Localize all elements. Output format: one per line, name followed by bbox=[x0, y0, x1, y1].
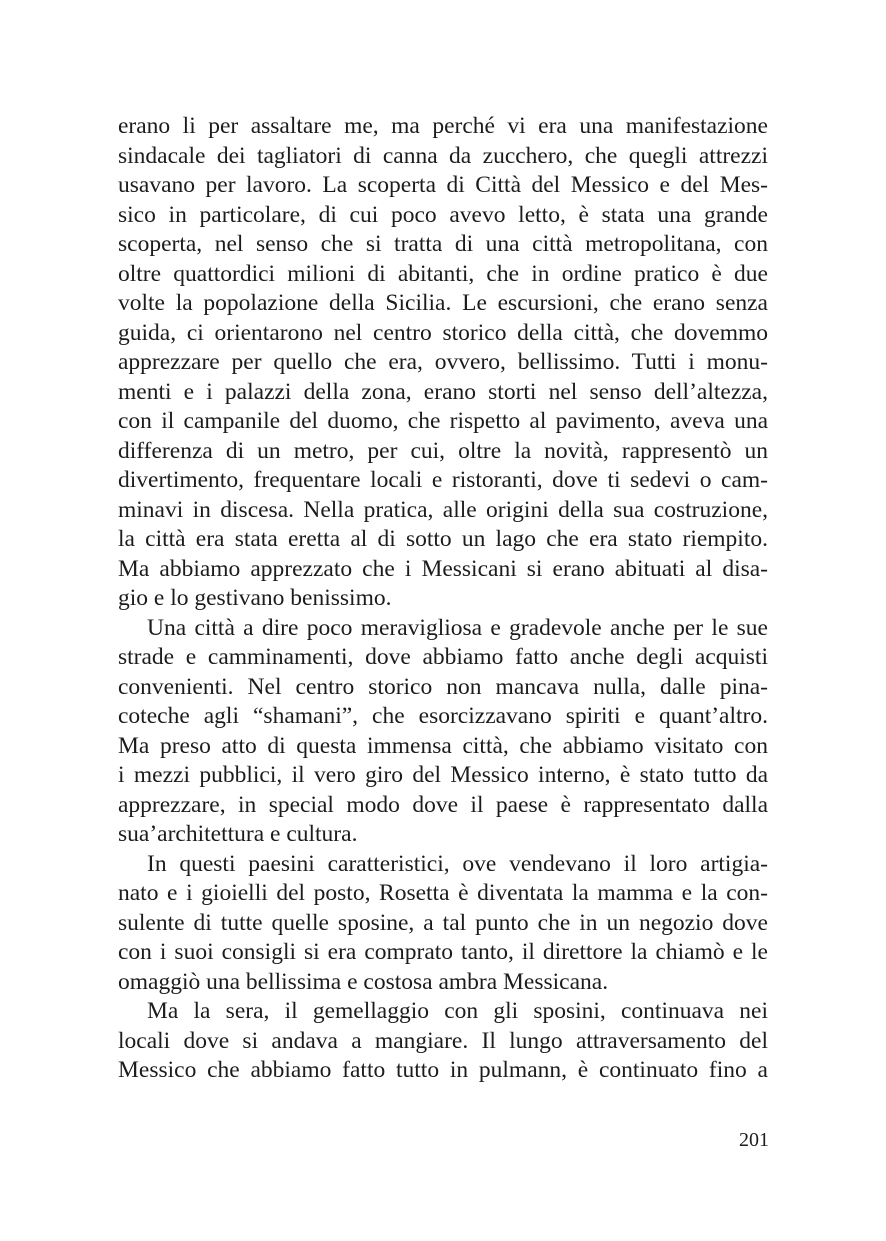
text-line: erano li per assaltare me, ma perché vi era una manifestazione bbox=[118, 113, 768, 139]
text-line: sico in particolare, di cui poco avevo letto, è stata una grande bbox=[118, 201, 768, 228]
text-line: scoperta, nel senso che si tratta di una città metropolitana, con bbox=[118, 231, 768, 257]
text-line: nato e i gioielli del posto, Rosetta è diventata la mamma e la con- bbox=[118, 880, 768, 906]
text-line: omaggiò una bellissima e costosa ambra Messicana. bbox=[118, 968, 609, 995]
text-line: volte la popolazione della Sicilia. Le escursioni, che erano senza bbox=[118, 290, 768, 316]
text-line: locali dove si andava a mangiare. Il lungo attraversamento del bbox=[118, 1027, 768, 1054]
text-line: con il campanile del duomo, che rispetto al pavimento, aveva una bbox=[118, 408, 768, 434]
text-line: menti e i palazzi della zona, erano storti nel senso dell’altezza, bbox=[118, 378, 768, 405]
text-line: i mezzi pubblici, il vero giro del Messico interno, è stato tutto da bbox=[118, 762, 768, 788]
text-line: sulente di tutte quelle sposine, a tal punto che in un negozio dove bbox=[118, 909, 768, 936]
text-line: coteche agli “shamani”, che esorcizzavano spiriti e quant’altro. bbox=[118, 703, 768, 729]
page-body bbox=[118, 112, 768, 1086]
text-line: Ma la sera, il gemellaggio con gli sposini, continuava nei bbox=[147, 998, 768, 1024]
text-line: convenienti. Nel centro storico non mancava nulla, dalle pina- bbox=[118, 673, 768, 700]
text-line: apprezzare, in special modo dove il paese è rappresentato dalla bbox=[118, 791, 768, 818]
text-line: la città era stata eretta al di sotto un lago che era stato riempito. bbox=[118, 526, 768, 552]
paragraph-2 bbox=[118, 614, 768, 850]
text-line: Messico che abbiamo fatto tutto in pulmann, è continuato fino a bbox=[118, 1057, 768, 1083]
text-line: apprezzare per quello che era, ovvero, bellissimo. Tutti i monu- bbox=[118, 349, 768, 375]
paragraph-4 bbox=[118, 997, 768, 1086]
text-line: usavano per lavoro. La scoperta di Città del Messico e del Mes- bbox=[118, 172, 768, 198]
page-number: 201 bbox=[739, 1129, 769, 1151]
paragraph-1 bbox=[118, 112, 768, 614]
text-line: guida, ci orientarono nel centro storico della città, che dovemmo bbox=[118, 319, 768, 346]
text-line: In questi paesini caratteristici, ove vendevano il loro artigia- bbox=[147, 850, 768, 877]
text-line: divertimento, frequentare locali e ristoranti, dove ti sedevi o cam- bbox=[118, 467, 768, 493]
text-line: Una città a dire poco meravigliosa e gradevole anche per le sue bbox=[147, 614, 768, 641]
text-line: sindacale dei tagliatori di canna da zucchero, che quegli attrezzi bbox=[118, 142, 768, 169]
text-line: oltre quattordici milioni di abitanti, che in ordine pratico è due bbox=[118, 260, 768, 287]
text-line: con i suoi consigli si era comprato tanto, il direttore la chiamò e le bbox=[118, 939, 768, 965]
text-line: strade e camminamenti, dove abbiamo fatto anche degli acquisti bbox=[118, 644, 768, 670]
text-line: Ma preso atto di questa immensa città, che abbiamo visitato con bbox=[118, 732, 768, 759]
text-line: gio e lo gestivano benissimo. bbox=[118, 585, 392, 611]
text-line: sua’architettura e cultura. bbox=[118, 821, 358, 847]
text-line: differenza di un metro, per cui, oltre la novità, rappresentò un bbox=[118, 437, 768, 464]
text-line: minavi in discesa. Nella pratica, alle origini della sua costruzione, bbox=[118, 496, 768, 523]
text-line: Ma abbiamo apprezzato che i Messicani si erano abituati al disa- bbox=[118, 555, 768, 582]
paragraph-3 bbox=[118, 850, 768, 998]
